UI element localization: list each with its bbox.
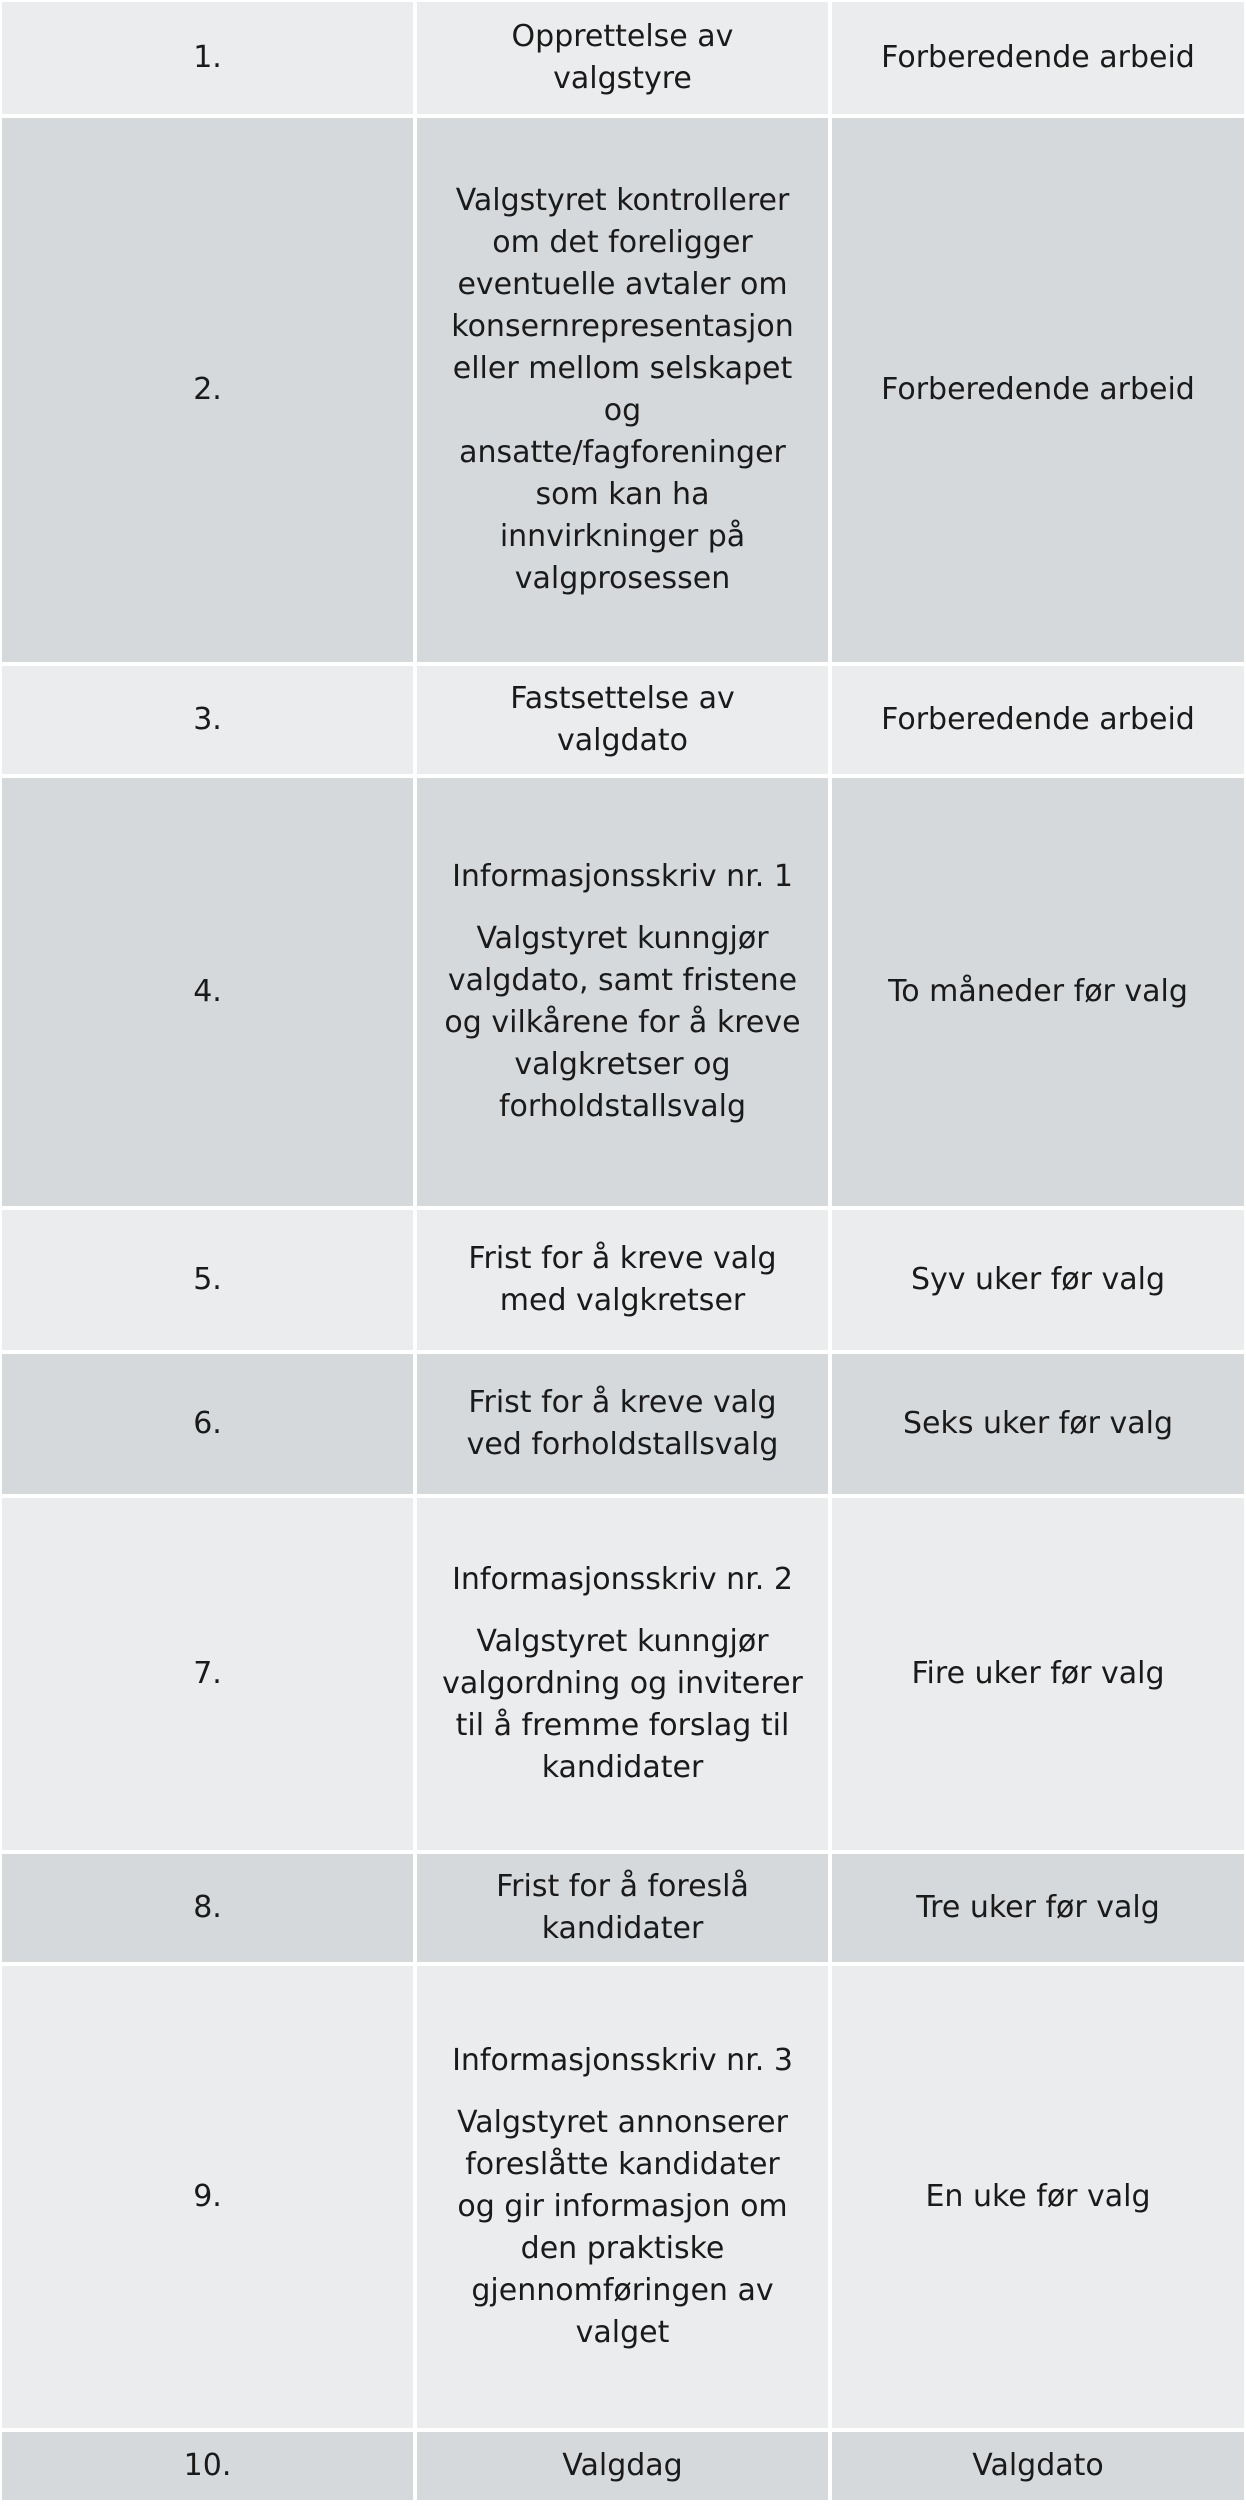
description-line: den praktiske <box>520 2231 725 2266</box>
row-description <box>415 1352 830 1496</box>
description-line: til å fremme forslag til <box>455 1708 790 1743</box>
description-line: kandidater <box>541 1750 704 1785</box>
row-number: 1. <box>0 0 415 116</box>
description-line: Valgstyret annonserer <box>457 2105 788 2140</box>
description-line: som kan ha <box>535 477 710 512</box>
row-number: 10. <box>0 2430 415 2502</box>
description-line: Frist for å kreve valg <box>468 1241 777 1276</box>
description-line: foreslåtte kandidater <box>465 2147 780 2182</box>
row-description <box>415 116 830 664</box>
description-line: og vilkårene for å kreve <box>444 1005 801 1040</box>
table-row <box>0 664 1246 776</box>
table-row <box>0 0 1246 116</box>
row-description <box>415 0 830 116</box>
row-number: 3. <box>0 664 415 776</box>
description-line: Frist for å foreslå <box>496 1869 749 1904</box>
table-row <box>0 1496 1246 1852</box>
row-number: 6. <box>0 1352 415 1496</box>
row-timing: Valgdato <box>830 2430 1246 2502</box>
row-description <box>415 1208 830 1352</box>
description-line: forholdstallsvalg <box>498 1089 747 1124</box>
description-line: valgdato <box>556 723 689 758</box>
description-line: valgstyre <box>553 61 692 96</box>
row-description <box>415 1964 830 2430</box>
row-number: 5. <box>0 1208 415 1352</box>
description-line: konsernrepresentasjon <box>451 309 794 344</box>
info-letter-heading: Informasjonsskriv nr. 2 <box>452 1562 793 1597</box>
row-description <box>415 664 830 776</box>
description-line: Valgstyret kunngjør <box>476 921 769 956</box>
table-row <box>0 1352 1246 1496</box>
description-line: ved forholdstallsvalg <box>466 1427 779 1462</box>
description-line: valget <box>575 2315 670 2350</box>
description-line: valgordning og inviterer <box>442 1666 803 1701</box>
row-timing: To måneder før valg <box>830 776 1246 1208</box>
description-line: Valgstyret kontrollerer <box>455 183 790 218</box>
description-line: Valgdag <box>562 2448 683 2483</box>
description-line: innvirkninger på <box>499 519 746 554</box>
row-timing: Seks uker før valg <box>830 1352 1246 1496</box>
table-row <box>0 116 1246 664</box>
description-line: valgkretser og <box>514 1047 731 1082</box>
description-line: kandidater <box>541 1911 704 1946</box>
table-row <box>0 1852 1246 1964</box>
row-number: 2. <box>0 116 415 664</box>
row-timing: Fire uker før valg <box>830 1496 1246 1852</box>
row-number: 9. <box>0 1964 415 2430</box>
table-row <box>0 1208 1246 1352</box>
info-letter-heading: Informasjonsskriv nr. 3 <box>452 2043 793 2078</box>
description-line: eventuelle avtaler om <box>457 267 788 302</box>
description-line: valgprosessen <box>514 561 731 596</box>
description-line: Fastsettelse av <box>510 681 735 716</box>
row-timing: Syv uker før valg <box>830 1208 1246 1352</box>
row-description <box>415 1496 830 1852</box>
description-line: eller mellom selskapet <box>452 351 793 386</box>
row-number: 8. <box>0 1852 415 1964</box>
description-line: ansatte/fagforeninger <box>459 435 786 470</box>
row-description <box>415 2430 830 2502</box>
row-number: 4. <box>0 776 415 1208</box>
table-row <box>0 2430 1246 2502</box>
row-timing: Forberedende arbeid <box>830 0 1246 116</box>
row-timing: Forberedende arbeid <box>830 116 1246 664</box>
row-timing: Tre uker før valg <box>830 1852 1246 1964</box>
description-line: Frist for å kreve valg <box>468 1385 777 1420</box>
row-timing: En uke før valg <box>830 1964 1246 2430</box>
table-row <box>0 776 1246 1208</box>
row-number: 7. <box>0 1496 415 1852</box>
description-line: med valgkretser <box>499 1283 746 1318</box>
description-line: om det foreligger <box>492 225 753 260</box>
info-letter-heading: Informasjonsskriv nr. 1 <box>452 859 793 894</box>
description-line: valgdato, samt fristene <box>447 963 798 998</box>
table-row <box>0 1964 1246 2430</box>
description-line: gjennomføringen av <box>471 2273 774 2308</box>
row-timing: Forberedende arbeid <box>830 664 1246 776</box>
row-description <box>415 776 830 1208</box>
row-description <box>415 1852 830 1964</box>
description-line: Opprettelse av <box>511 19 734 54</box>
description-line: og <box>603 393 642 428</box>
description-line: Valgstyret kunngjør <box>476 1624 769 1659</box>
description-line: og gir informasjon om <box>457 2189 788 2224</box>
